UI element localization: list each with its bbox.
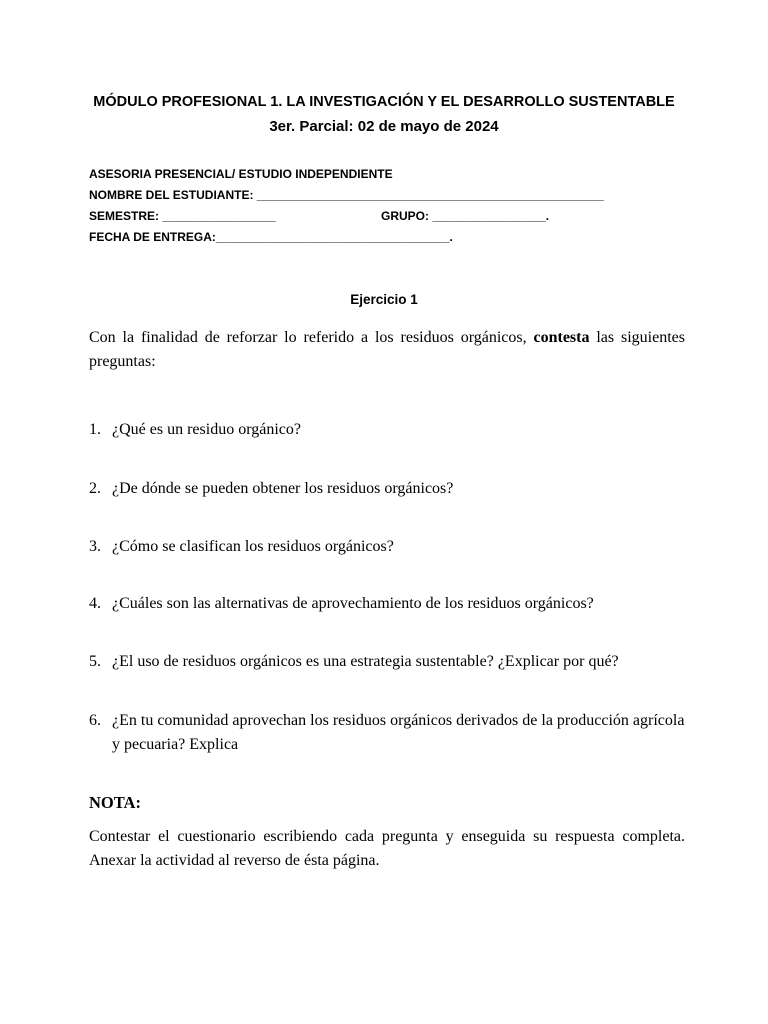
exercise-instructions [89,326,685,374]
delivery-date-field: FECHA DE ENTREGA:___________________________________. [89,230,453,244]
question-item [89,477,689,501]
question-item [89,709,689,757]
question-item [89,535,689,559]
group-field: GRUPO: _________________. [381,209,550,223]
question-number: 4. [89,595,101,612]
question-text: ¿Cómo se clasifican los residuos orgánicos? [112,538,394,555]
question-number: 2. [89,480,101,497]
document-subtitle: 3er. Parcial: 02 de mayo de 2024 [269,118,499,135]
question-number: 3. [89,538,101,555]
question-text: ¿El uso de residuos orgánicos es una estrategia sustentable? ¿Explicar por qué? [112,653,619,670]
semester-field: SEMESTRE: _________________ [89,209,276,223]
question-text: ¿Cuáles son las alternativas de aprovechamiento de los residuos orgánicos? [112,595,594,612]
instructions-text-start: Con la finalidad de reforzar lo referido a los residuos orgánicos, [89,329,534,346]
student-name-field: NOMBRE DEL ESTUDIANTE: ____________________________________________________ [89,188,604,202]
question-number: 6. [89,712,101,729]
document-title: MÓDULO PROFESIONAL 1. LA INVESTIGACIÓN Y EL DESARROLLO SUSTENTABLE [93,94,675,110]
question-text: ¿Qué es un residuo orgánico? [112,421,301,438]
question-text: ¿En tu comunidad aprovechan los residuos orgánicos derivados de la producción agrícola y pecuaria? Explica [112,712,685,753]
instructions-text-end: las siguientes preguntas: [89,329,685,370]
modality-line: ASESORIA PRESENCIAL/ ESTUDIO INDEPENDIENTE [89,167,393,181]
note-heading: NOTA: [89,793,141,812]
exercise-title: Ejercicio 1 [350,292,418,307]
question-item [89,650,689,674]
question-number: 1. [89,421,101,438]
question-item [89,418,689,442]
question-text: ¿De dónde se pueden obtener los residuos orgánicos? [112,480,454,497]
note-text: Contestar el cuestionario escribiendo cada pregunta y enseguida su respuesta completa. Anexar la actividad al reverso de ésta página. [89,828,685,869]
question-number: 5. [89,653,101,670]
instructions-keyword: contesta [533,329,590,346]
question-item [89,592,689,616]
